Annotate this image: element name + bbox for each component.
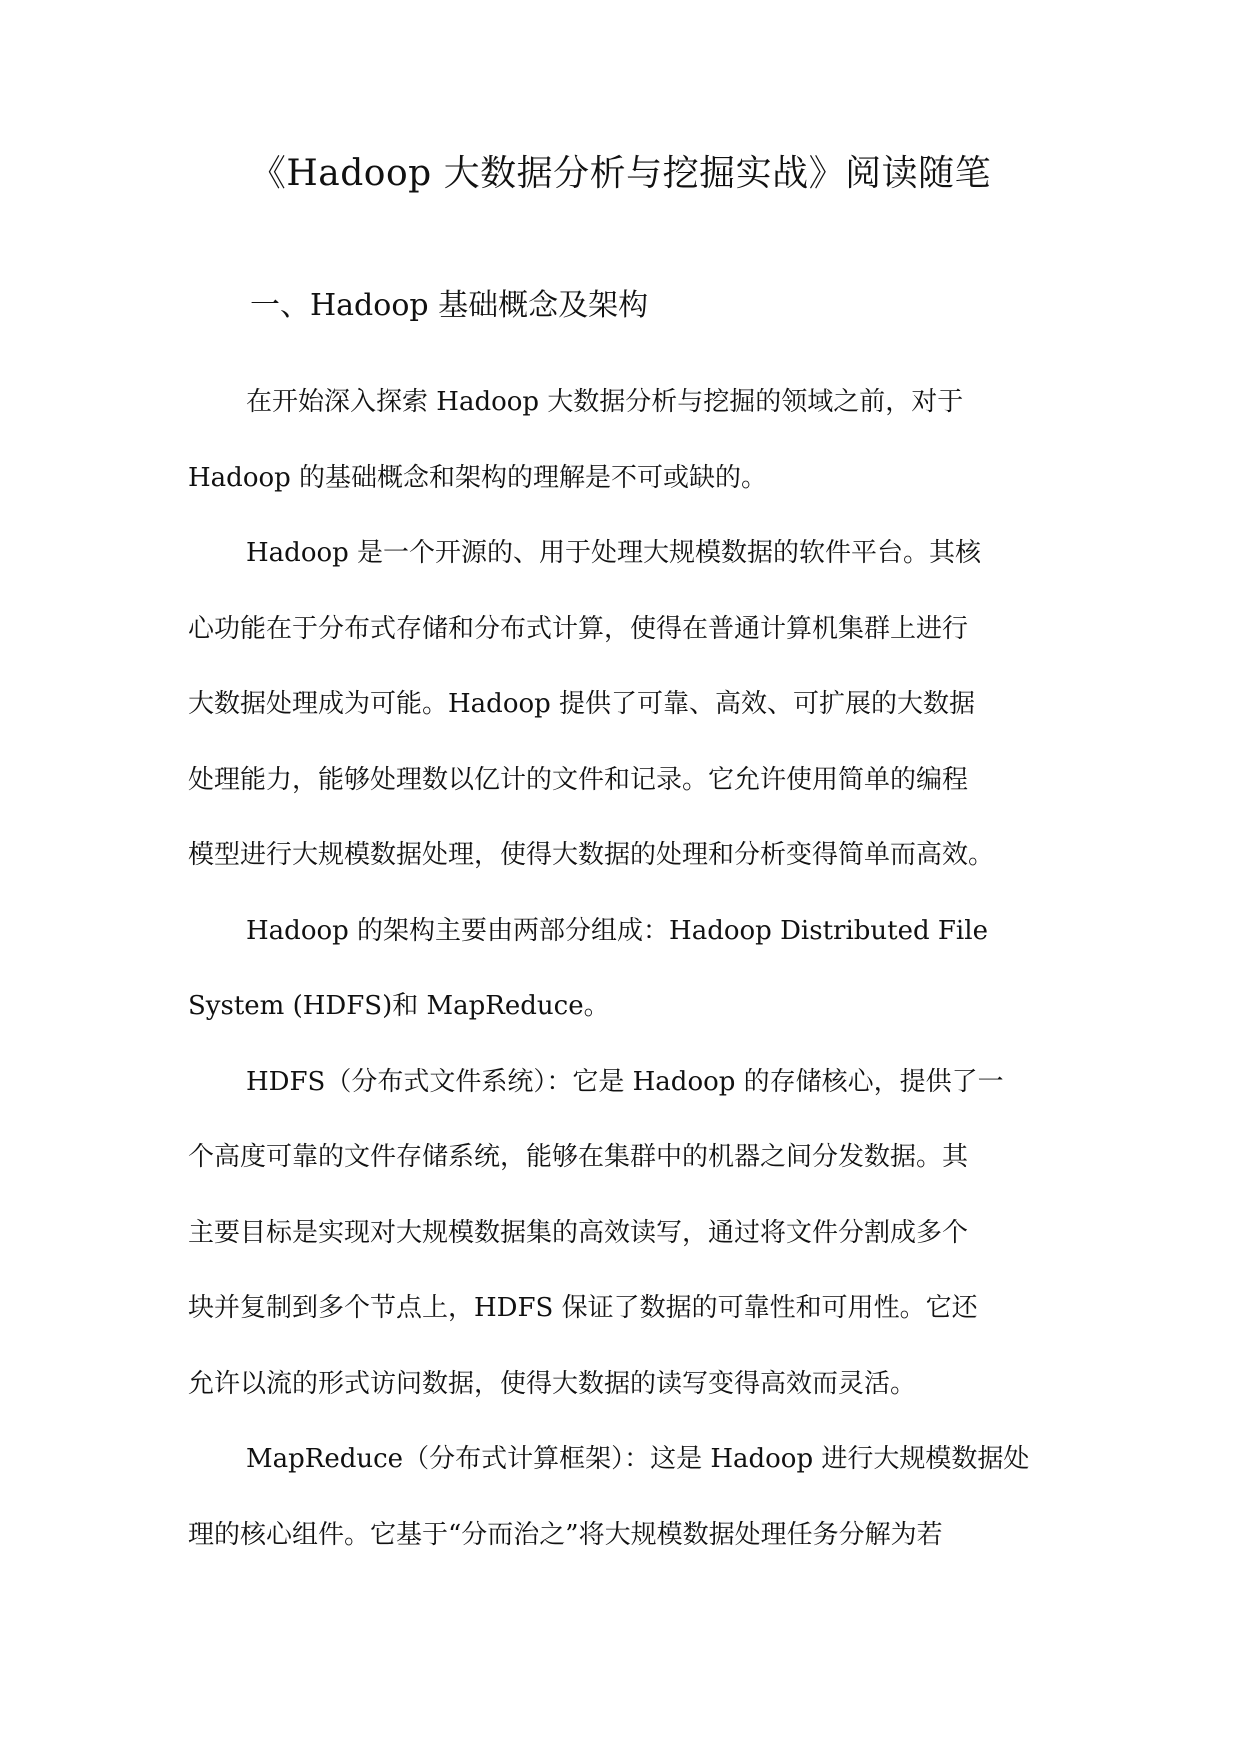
text-line: 大数据处理成为可能。Hadoop 提供了可靠、高效、可扩展的大数据: [188, 689, 976, 719]
text-line: HDFS（分布式文件系统）：它是 Hadoop 的存储核心，提供了一: [246, 1066, 1004, 1097]
body-text: [188, 365, 1068, 1573]
text-line: 心功能在于分布式存储和分布式计算，使得在普通计算机集群上进行: [188, 613, 969, 644]
text-line: MapReduce（分布式计算框架）：这是 Hadoop 进行大规模数据处: [246, 1444, 1030, 1474]
text-line: 在开始深入探索 Hadoop 大数据分析与挖掘的领域之前，对于: [246, 387, 964, 417]
document-title: 《Hadoop 大数据分析与挖掘实战》阅读随笔: [249, 153, 992, 194]
text-line: 模型进行大规模数据处理，使得大数据的处理和分析变得简单而高效。: [188, 840, 995, 870]
text-line: 理的核心组件。它基于“分而治之”将大规模数据处理任务分解为若: [188, 1519, 943, 1550]
text-line: 主要目标是实现对大规模数据集的高效读写，通过将文件分割成多个: [188, 1217, 969, 1248]
text-line: Hadoop 的架构主要由两部分组成：Hadoop Distributed File: [246, 915, 988, 946]
text-line: System (HDFS)和 MapReduce。: [188, 991, 610, 1021]
text-line: Hadoop 是一个开源的、用于处理大规模数据的软件平台。其核: [246, 538, 982, 568]
text-line: 个高度可靠的文件存储系统，能够在集群中的机器之间分发数据。其: [188, 1142, 969, 1172]
text-line: 处理能力，能够处理数以亿计的文件和记录。它允许使用简单的编程: [188, 764, 969, 795]
text-line: 块并复制到多个节点上，HDFS 保证了数据的可靠性和可用性。它还: [188, 1293, 978, 1323]
text-line: 允许以流的形式访问数据，使得大数据的读写变得高效而灵活。: [188, 1368, 917, 1399]
text-line: Hadoop 的基础概念和架构的理解是不可或缺的。: [188, 462, 768, 493]
section-heading: 一、Hadoop 基础概念及架构: [250, 288, 649, 323]
